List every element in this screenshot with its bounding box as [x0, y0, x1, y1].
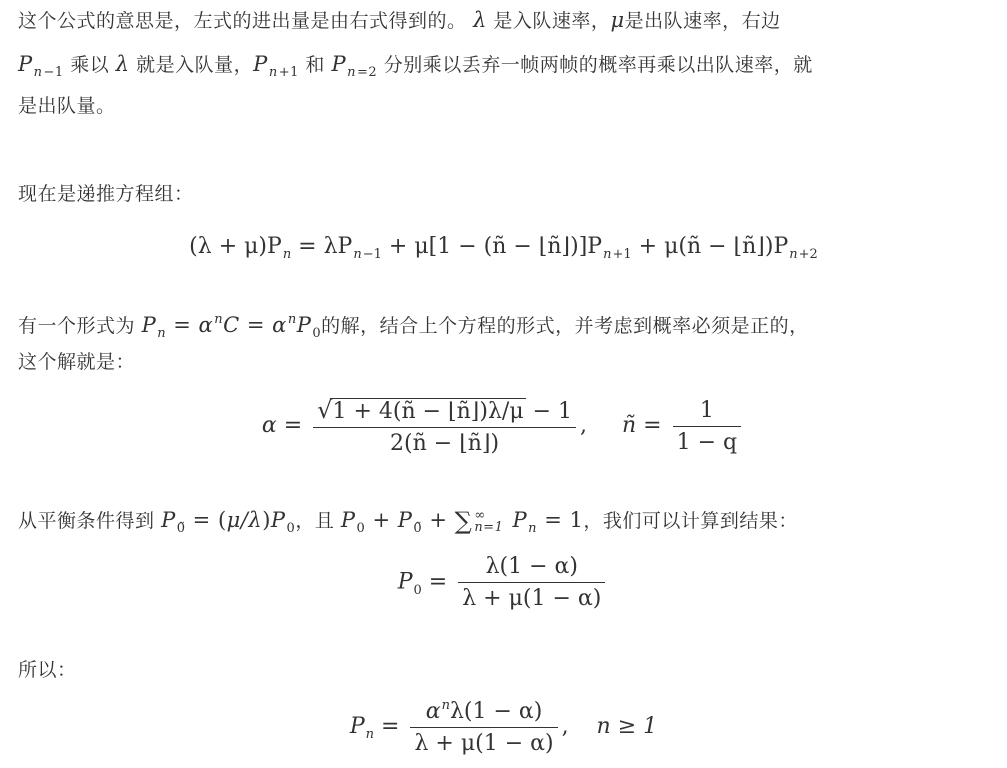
- text-segment: ，且: [295, 510, 335, 532]
- eq-part: α =: [261, 413, 303, 438]
- lambda-symbol: λ: [473, 8, 487, 32]
- eq-part: P: [349, 714, 365, 739]
- alpha-fraction: $\frac{√1 + 4(ñ - ⌊ñ⌋)\lambda/\mu - 1}{2(ñ - ⌊ñ⌋)}$: [313, 396, 576, 456]
- text-segment: 乘以: [70, 54, 110, 76]
- text-segment: 这个解就是：: [18, 351, 136, 373]
- text-segment: 和: [305, 54, 325, 76]
- eq-part: − 1: [525, 399, 573, 424]
- n-tilde-fraction: [673, 398, 742, 455]
- math-p-n-eq-2: $P_{n=2}$: [331, 52, 378, 80]
- eq-part: λ(1 − α): [449, 699, 543, 724]
- paragraph-1-line-1: [18, 6, 781, 35]
- eq-part: λ + μ(1 − α): [462, 586, 602, 611]
- math-solution-form: $P_n = \alpha^nC = \alpha^nP_0$: [141, 312, 322, 341]
- eq-part: + μ(ñ − ⌊ñ⌋)P: [631, 234, 789, 259]
- eq-part: + μ[1 − (ñ − ⌊ñ⌋)]P: [381, 234, 603, 259]
- mu-symbol: μ: [610, 8, 625, 32]
- equation-recurrence: $(\lambda + \mu)P_n = \lambda P_{n-1} + \mu[1$ − (ñ − $⌊ñ⌋)]P_{n+1}$ + μ(ñ − $⌊ñ⌋)P_{n+2}$: [189, 234, 818, 262]
- eq-part: = λP: [291, 234, 353, 259]
- text-segment: 是入队速率，: [493, 10, 611, 32]
- math-balance: $P_{0̃} = (\mu/\lambda)P_0$: [161, 508, 296, 536]
- text-segment: 这个公式的意思是，左式的进出量是由右式得到的。: [18, 10, 467, 32]
- paragraph-3-line-1: [18, 306, 809, 348]
- text-segment: 所以：: [18, 659, 77, 681]
- paragraph-2: [18, 180, 194, 208]
- text-segment: 现在是递推方程组：: [18, 183, 194, 205]
- paragraph-3-line-2: [18, 348, 135, 376]
- text-segment: 从平衡条件得到: [18, 510, 155, 532]
- text-segment: 的解，结合上个方程的形式，并考虑到概率必须是正的，: [321, 315, 809, 337]
- text-segment: 有一个形式为: [18, 315, 136, 337]
- math-normalization: $P_0 + P_{0̃}$ + ∑ ∞ n=1 $P_n = 1$: [340, 507, 584, 536]
- eq-part: ,: [580, 413, 588, 438]
- math-p-n-minus-1: $P_{n-1}$: [18, 52, 64, 80]
- equation-pn: $P_n$ = $\frac{\alpha^n\lambda(1 - \alpha)}{\lambda + \mu(1 - \alpha)}$ , n ≥ 1: [349, 698, 658, 756]
- text-segment: 是出队速率，右边: [624, 10, 781, 32]
- p0-fraction: [458, 554, 605, 611]
- eq-part: (λ + μ)P: [189, 234, 282, 259]
- paragraph-4: [18, 506, 798, 543]
- eq-part: ñ =: [622, 413, 662, 438]
- text-segment: ，我们可以计算到结果：: [583, 510, 798, 532]
- paragraph-1-line-3: [18, 92, 116, 120]
- sqrt-body: 1 + 4(ñ − ⌊ñ⌋)λ/μ: [332, 399, 524, 424]
- text-segment: 是出队量。: [18, 95, 116, 117]
- eq-part: λ + μ(1 − α): [414, 731, 554, 756]
- eq-part: P: [397, 569, 413, 595]
- lambda-symbol: λ: [115, 52, 130, 76]
- eq-part: 2(ñ − ⌊ñ⌋): [390, 431, 500, 456]
- paragraph-1-line-2: [18, 50, 813, 87]
- pn-fraction: $\frac{\alpha^n\lambda(1 - \alpha)}{\lambda + \mu(1 - \alpha)}$: [410, 698, 557, 756]
- eq-part: λ(1 − α): [458, 554, 605, 583]
- eq-part: 1 − q: [676, 429, 738, 455]
- eq-part: 1: [673, 398, 742, 427]
- text-segment: 就是入队量，: [136, 54, 254, 76]
- equation-alpha: [0, 396, 1007, 456]
- math-p-n-plus-1: $P_{n+1}$: [253, 52, 299, 80]
- paragraph-5: [18, 656, 77, 684]
- equation-p0: $P_0$ = $\frac{\lambda(1 - \alpha)}{\lambda + \mu(1 - \alpha)}$: [0, 554, 1007, 611]
- eq-part: n ≥ 1: [596, 714, 658, 739]
- text-segment: 分别乘以丢弃一帧两帧的概率再乘以出队速率，就: [383, 54, 813, 76]
